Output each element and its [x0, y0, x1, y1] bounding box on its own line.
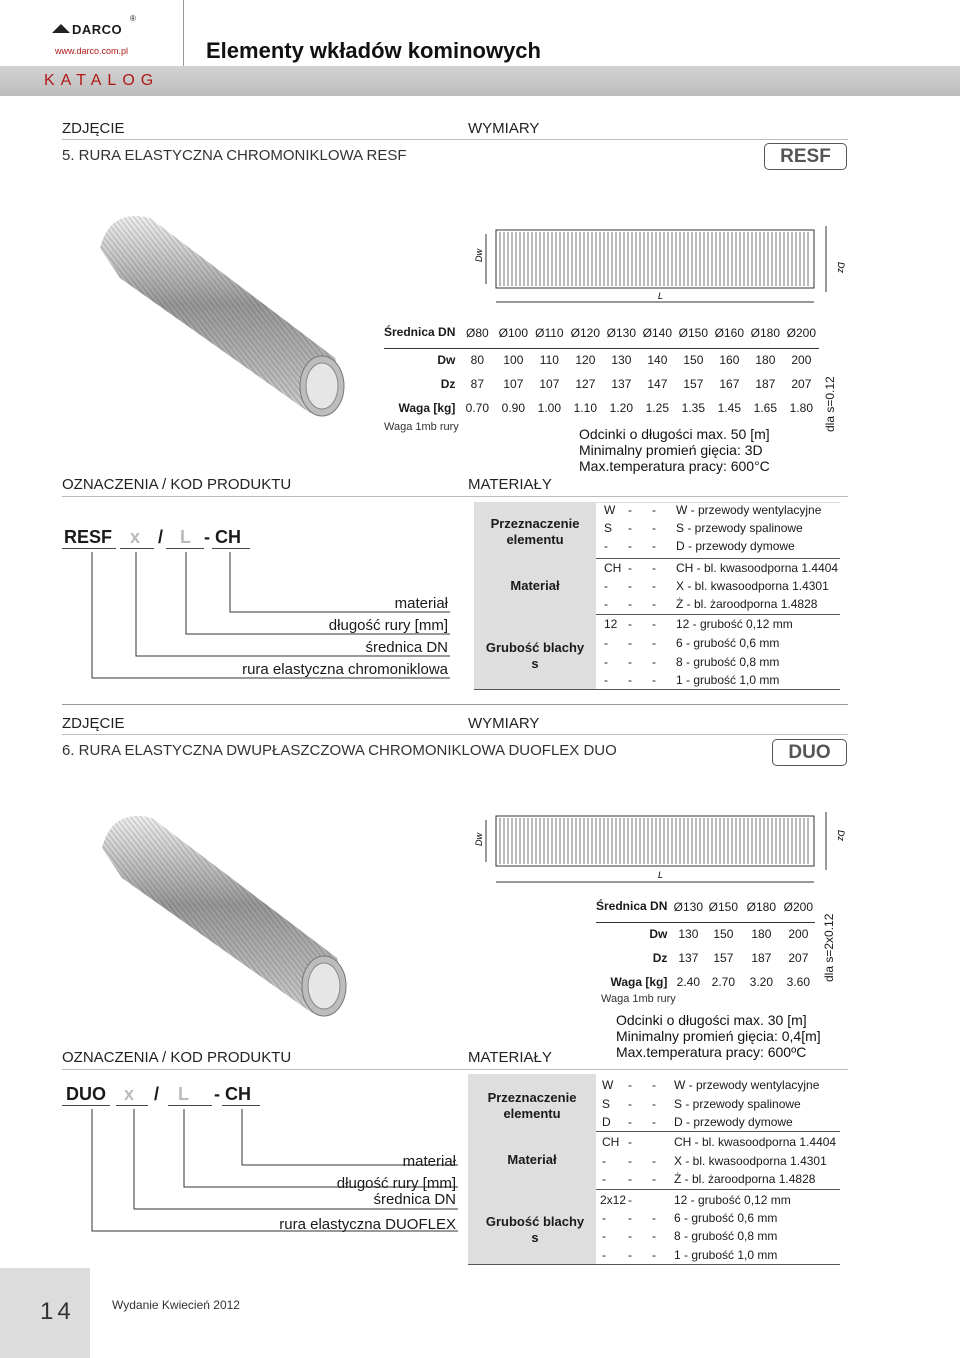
divider	[62, 496, 848, 497]
material-row: - - - X - bl. kwasoodporna 1.4301	[604, 579, 829, 593]
catalog-label: KATALOG	[44, 72, 160, 89]
row-header: Średnica DN	[596, 892, 671, 922]
table-cell: 1.00	[537, 401, 562, 415]
table-cell: 120	[575, 353, 596, 368]
table-cell: Ø80	[459, 318, 495, 348]
group-material: Materiał	[510, 578, 560, 593]
table-cell: 167	[719, 377, 740, 391]
table-cell: 1.45	[717, 401, 742, 415]
table-cell: 1.20	[609, 401, 634, 415]
dimensions-label: WYMIARY	[468, 120, 540, 137]
table-cell: Ø150	[675, 318, 711, 348]
table-cell: 1.65	[753, 401, 778, 415]
material-row: - - - Ż - bl. żaroodporna 1.4828	[604, 597, 818, 611]
table-cell: Ø140	[639, 318, 675, 348]
logo-area	[0, 0, 183, 66]
code-diameter: x	[130, 527, 141, 547]
table-cell: 180	[755, 353, 776, 368]
l-label: L	[658, 291, 664, 301]
weight-note: Waga 1mb rury	[384, 421, 459, 433]
table-cell: 200	[791, 353, 812, 368]
table-cell: Ø160	[711, 318, 747, 348]
pipe-photo	[90, 208, 350, 424]
table-cell: 137	[611, 377, 632, 391]
dimensions-table	[596, 892, 815, 994]
table-cell: 147	[647, 377, 668, 391]
pipe-info: Odcinki o długości max. 30 [m] Minimalny promień gięcia: 0,4[m] Max.temperatura pracy: 600ºC	[616, 1012, 821, 1060]
code-slash: /	[158, 527, 164, 547]
catalog-bar	[0, 66, 960, 96]
l-label: L	[658, 870, 664, 880]
material-row: - - - 8 - grubość 0,8 mm	[602, 1229, 778, 1243]
table-cell: 100	[503, 353, 524, 368]
table-cell: 180	[751, 927, 772, 942]
material-row: - - - 1 - grubość 1,0 mm	[602, 1248, 778, 1262]
table-cell: 2.40	[676, 975, 701, 989]
group-purpose: Przeznaczenie elementu	[487, 1090, 577, 1121]
table-cell: 110	[539, 353, 559, 368]
dimension-drawing	[474, 806, 848, 892]
material-row: W - - W - przewody wentylacyjne	[604, 503, 822, 517]
table-row-dw	[384, 348, 819, 372]
dz-label: Dz	[836, 262, 846, 273]
legend-pipe-type: rura elastyczna chromoniklowa	[242, 661, 448, 678]
table-cell: Ø180	[747, 318, 783, 348]
table-cell: 187	[751, 951, 772, 965]
material-row: S - - S - przewody spalinowe	[602, 1097, 801, 1111]
legend-pipe-type: rura elastyczna DUOFLEX	[279, 1216, 456, 1233]
pipe-body	[102, 816, 346, 1016]
table-row-dn	[596, 892, 815, 922]
table-cell: 87	[470, 377, 485, 391]
dimension-drawing	[474, 212, 848, 312]
material-row: D - - D - przewody dymowe	[602, 1115, 793, 1129]
row-header: Dw	[649, 927, 668, 942]
material-row: CH - - CH - bl. kwasoodporna 1.4404	[604, 561, 839, 575]
pipe-body	[100, 216, 344, 416]
table-row-dz	[596, 946, 815, 970]
pipe-photo	[92, 808, 352, 1024]
code-type: DUO	[66, 1084, 106, 1104]
table-cell: 200	[788, 927, 809, 942]
table-cell: 1.10	[573, 401, 598, 415]
legend-diameter: średnica DN	[365, 639, 448, 656]
material-row: - - - X - bl. kwasoodporna 1.4301	[602, 1154, 827, 1168]
table-cell: 187	[755, 377, 776, 391]
table-cell: Ø110	[531, 318, 567, 348]
page-header	[0, 0, 960, 96]
table-cell: 1.35	[681, 401, 706, 415]
section-title: 5. RURA ELASTYCZNA CHROMONIKLOWA RESF	[62, 147, 407, 164]
table-row-dw	[596, 922, 815, 946]
page-title: Elementy wkładów kominowych	[206, 38, 541, 63]
table-cell: 127	[575, 377, 596, 391]
table-cell: 157	[713, 951, 734, 965]
material-row: - - - 6 - grubość 0,6 mm	[602, 1211, 778, 1225]
table-cell: 150	[713, 927, 734, 942]
code-material: - CH	[204, 527, 241, 547]
company-url[interactable]: www.darco.com.pl	[55, 46, 129, 56]
table-cell: 130	[611, 353, 632, 368]
table-cell: Ø180	[741, 892, 781, 922]
codes-label: OZNACZENIA / KOD PRODUKTU	[62, 476, 292, 493]
dw-label: Dw	[474, 249, 484, 262]
material-row: - - - 1 - grubość 1,0 mm	[604, 673, 780, 687]
legend-diameter: średnica DN	[373, 1191, 456, 1208]
table-cell: 1.80	[789, 401, 814, 415]
code-length: L	[180, 527, 191, 547]
material-row: - - - 6 - grubość 0,6 mm	[604, 636, 780, 650]
table-cell: 3.20	[749, 975, 774, 989]
edition-note: Wydanie Kwiecień 2012	[112, 1298, 240, 1312]
group-purpose: Przeznaczenie elementu	[490, 516, 580, 547]
darco-logo: DARCO ®	[52, 22, 122, 37]
material-row: CH - CH - bl. kwasoodporna 1.4404	[602, 1135, 837, 1149]
table-cell: Ø200	[781, 892, 815, 922]
material-row: 2x12 - 12 - grubość 0,12 mm	[600, 1193, 791, 1207]
product-code-badge: DUO	[772, 739, 847, 766]
thickness-note: dla s=2x0.12	[822, 913, 836, 982]
legend-material: materiał	[402, 1153, 456, 1170]
divider	[62, 139, 848, 140]
dw-label: Dw	[474, 833, 484, 846]
table-cell: 107	[539, 377, 560, 391]
table-cell: Ø130	[603, 318, 639, 348]
row-header: Dw	[437, 353, 456, 368]
group-thickness: Grubość blachy s	[485, 640, 585, 671]
roof-icon	[52, 24, 70, 33]
table-cell: 0.90	[501, 401, 526, 415]
dimensions-label: WYMIARY	[468, 715, 540, 732]
material-row: - - - 8 - grubość 0,8 mm	[604, 655, 780, 669]
table-cell: 207	[788, 951, 809, 965]
table-cell: 157	[683, 377, 704, 391]
table-cell: 80	[470, 353, 485, 368]
table-cell: 3.60	[786, 975, 811, 989]
photo-label: ZDJĘCIE	[62, 120, 125, 137]
row-header: Waga [kg]	[398, 401, 456, 415]
code-slash: /	[154, 1084, 160, 1104]
table-cell: 150	[683, 353, 704, 368]
material-row: - - - Ż - bl. żaroodporna 1.4828	[602, 1172, 816, 1186]
table-row-waga	[384, 396, 819, 420]
divider	[62, 1069, 848, 1070]
thickness-note: dla s=0.12	[823, 376, 837, 432]
material-row: - - - D - przewody dymowe	[604, 539, 795, 553]
section-divider	[62, 704, 848, 705]
group-thickness: Grubość blachy s	[485, 1214, 585, 1245]
row-header: Średnica DN	[384, 318, 459, 348]
weight-note: Waga 1mb rury	[601, 993, 676, 1005]
code-material: - CH	[214, 1084, 251, 1104]
material-row: 12 - - 12 - grubość 0,12 mm	[604, 617, 793, 631]
table-row-dz	[384, 372, 819, 396]
row-header: Dz	[440, 377, 456, 391]
group-material: Materiał	[507, 1152, 557, 1167]
header-divider	[183, 0, 184, 66]
pipe-info: Odcinki o długości max. 50 [m] Minimalny promień gięcia: 3D Max.temperatura pracy: 600°C	[579, 426, 770, 474]
code-length: L	[178, 1084, 189, 1104]
table-cell: 2.70	[711, 975, 736, 989]
table-cell: 137	[678, 951, 699, 965]
materials-label: MATERIAŁY	[468, 476, 552, 493]
dz-label: Dz	[836, 830, 846, 841]
dimensions-table	[384, 318, 819, 420]
group-divider	[596, 558, 840, 559]
legend-material: materiał	[394, 595, 448, 612]
table-cell: 0.70	[465, 401, 490, 415]
codes-label: OZNACZENIA / KOD PRODUKTU	[62, 1049, 292, 1066]
table-cell: 1.25	[645, 401, 670, 415]
photo-label: ZDJĘCIE	[62, 715, 125, 732]
material-row: W - - W - przewody wentylacyjne	[602, 1078, 820, 1092]
page-number: 14	[40, 1298, 75, 1325]
row-header: Waga [kg]	[610, 975, 668, 989]
divider	[62, 734, 848, 735]
row-header: Dz	[652, 951, 668, 965]
table-cell: 207	[791, 377, 812, 391]
material-row: S - - S - przewody spalinowe	[604, 521, 803, 535]
legend-length: długość rury [mm]	[336, 1175, 456, 1192]
table-cell: 107	[503, 377, 524, 391]
code-type: RESF	[64, 527, 113, 547]
product-code-badge: RESF	[764, 143, 847, 170]
table-cell: 160	[719, 353, 740, 368]
table-row-dn	[384, 318, 819, 348]
table-cell: Ø100	[495, 318, 531, 348]
table-cell: Ø130	[671, 892, 705, 922]
table-cell: 140	[647, 353, 668, 368]
table-cell: Ø150	[705, 892, 741, 922]
table-cell: Ø200	[783, 318, 819, 348]
section-title: 6. RURA ELASTYCZNA DWUPŁASZCZOWA CHROMONIKLOWA DUOFLEX DUO	[62, 742, 617, 759]
table-row-waga	[596, 970, 815, 994]
table-cell: 130	[678, 927, 699, 942]
code-diameter: x	[124, 1084, 135, 1104]
legend-length: długość rury [mm]	[328, 617, 448, 634]
table-cell: Ø120	[567, 318, 603, 348]
materials-label: MATERIAŁY	[468, 1049, 552, 1066]
